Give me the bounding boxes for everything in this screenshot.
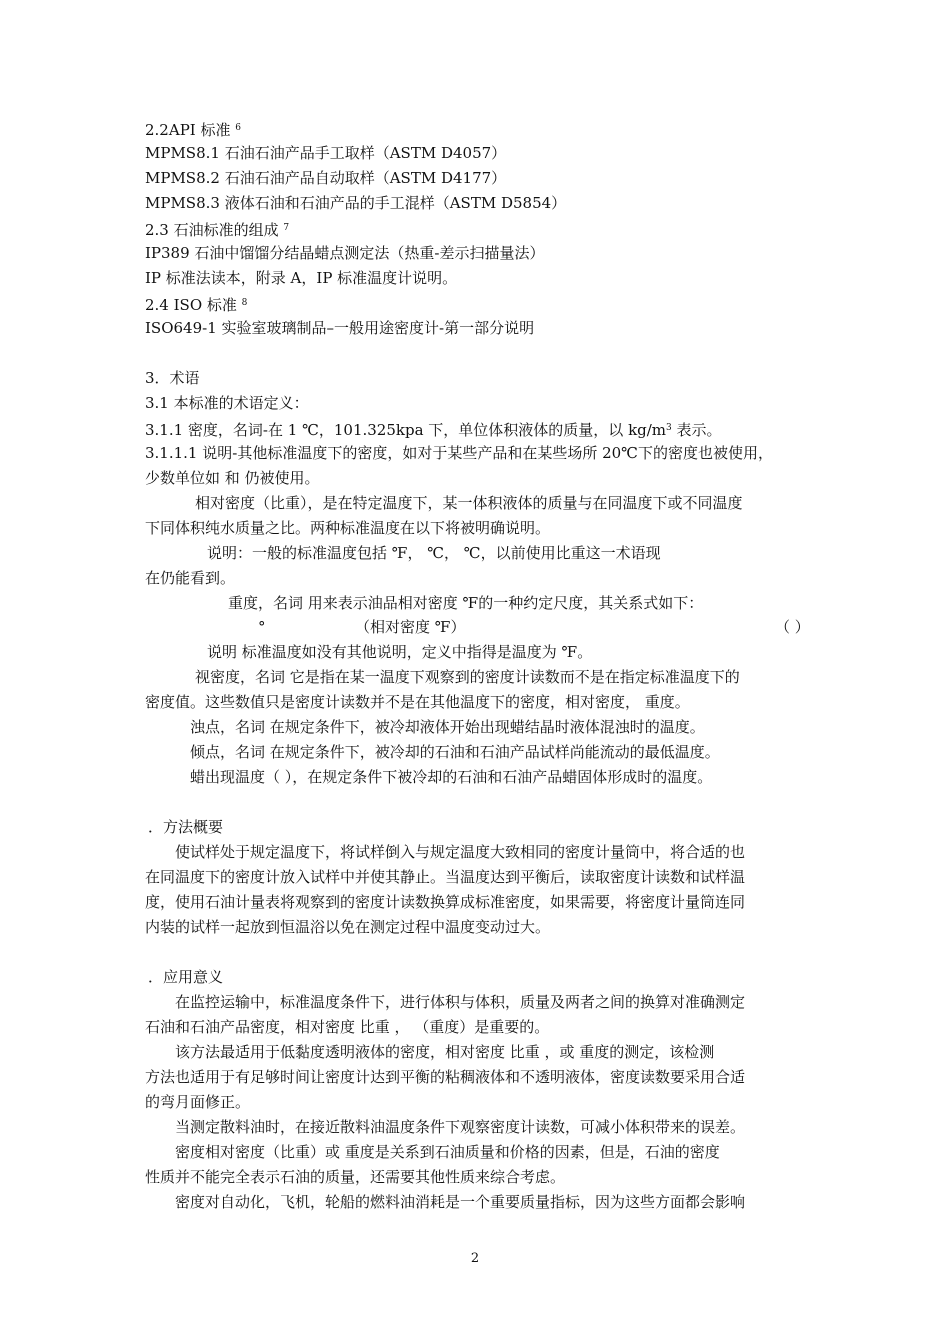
text-line: 在监控运输中，标准温度条件下，进行体积与体积，质量及两者之间的换算对准确测定 <box>175 993 746 1011</box>
text-line: 内装的试样一起放到恒温浴以免在测定过程中温度变动过大。 <box>145 918 551 936</box>
text-line: 在仍能看到。 <box>145 569 236 587</box>
section-heading-method: ．方法概要 <box>148 818 224 836</box>
footnote-ref: 8 <box>241 298 248 308</box>
text-line: 石油和石油产品密度，相对密度 比重 ， （重度）是重要的。 <box>145 1018 550 1036</box>
text-line: 当测定散料油时，在接近散料油温度条件下观察密度计读数，可减小体积带来的误差。 <box>175 1118 746 1136</box>
text-line: 相对密度（比重），是在特定温度下，某一体积液体的质量与在同温度下或不同温度 <box>195 494 743 512</box>
text-line: 该方法最适用于低黏度透明液体的密度，相对密度 比重 ，或 重度的测定，该检测 <box>175 1043 715 1061</box>
text-line: 说明：一般的标准温度包括 ℉， ℃， ℃，以前使用比重这一术语现 <box>207 544 661 562</box>
section-heading-terms: 3．术语 <box>145 369 200 387</box>
equation-number: （ ） <box>775 618 810 636</box>
text-line: IP389 石油中馏馏分结晶蜡点测定法（热重-差示扫描量法） <box>145 244 545 262</box>
text-line: 3.1 本标准的术语定义： <box>145 394 309 412</box>
superscript: 3 <box>666 423 672 433</box>
text-line: 3.1.1.1 说明-其他标准温度下的密度，如对于某些产品和在某些场所 20℃下的密度也被使用， <box>145 444 773 462</box>
text-line: MPMS8.1 石油石油产品手工取样（ASTM D4057） <box>145 144 507 162</box>
footnote-ref: 7 <box>283 223 290 233</box>
text-line: 蜡出现温度（ ），在规定条件下被冷却的石油和石油产品蜡固体形成时的温度。 <box>190 768 713 786</box>
text-line: ISO649-1 实验室玻璃制品–一般用途密度计-第一部分说明 <box>145 319 535 337</box>
formula-part: （相对密度 ℉） <box>355 618 466 636</box>
text-line: 在同温度下的密度计放入试样中并使其静止。当温度达到平衡后，读取密度计读数和试样温 <box>145 868 746 886</box>
footnote-ref: 6 <box>235 123 241 133</box>
formula-part: ° <box>258 618 266 636</box>
section-heading-api: 2.2API 标准 $^6$ <box>145 121 241 139</box>
section-heading-composition: 2.3 石油标准的组成 $^7$ <box>145 221 290 239</box>
text-line: IP 标准法读本，附录 A，IP 标准温度计说明。 <box>145 269 458 287</box>
text-line: 使试样处于规定温度下，将试样倒入与规定温度大致相同的密度计量筒中，将合适的也 <box>175 843 746 861</box>
text-line: MPMS8.3 液体石油和石油产品的手工混样（ASTM D5854） <box>145 194 567 212</box>
text-line: 倾点，名词 在规定条件下，被冷却的石油和石油产品试样尚能流动的最低温度。 <box>190 743 720 761</box>
text-line: 的弯月面修正。 <box>145 1093 251 1111</box>
text-line: 性质并不能完全表示石油的质量，还需要其他性质来综合考虑。 <box>145 1168 566 1186</box>
text-line: 说明 标准温度如没有其他说明，定义中指得是温度为 ℉。 <box>207 643 593 661</box>
section-heading-significance: ．应用意义 <box>148 968 224 986</box>
text-line: 密度值。这些数值只是密度计读数并不是在其他温度下的密度，相对密度， 重度。 <box>145 693 690 711</box>
text-line: 密度相对密度（比重）或 重度是关系到石油质量和价格的因素，但是，石油的密度 <box>175 1143 720 1161</box>
text-line: 浊点，名词 在规定条件下，被冷却液体开始出现蜡结晶时液体混浊时的温度。 <box>190 718 705 736</box>
page-number: 2 <box>470 1251 480 1266</box>
text-line: 少数单位如 和 仍被使用。 <box>145 469 320 487</box>
text-line: 密度对自动化，飞机，轮船的燃料油消耗是一个重要质量指标，因为这些方面都会影响 <box>175 1193 746 1211</box>
text-line: 3.1.1 密度，名词-在 1 ℃，101.325kpa 下，单位体积液体的质量，以 $kg/m^3$ 表示。 <box>145 421 722 439</box>
text-line: 度，使用石油计量表将观察到的密度计读数换算成标准密度，如果需要，将密度计量筒连同 <box>145 893 746 911</box>
text-line: 下同体积纯水质量之比。两种标准温度在以下将被明确说明。 <box>145 519 551 537</box>
text-line: MPMS8.2 石油石油产品自动取样（ASTM D4177） <box>145 169 507 187</box>
section-heading-iso: 2.4 ISO 标准 $^8$ <box>145 296 248 314</box>
text-line: 重度，名词 用来表示油品相对密度 ℉的一种约定尺度，其关系式如下： <box>228 594 704 612</box>
text-line: 视密度，名词 它是指在某一温度下观察到的密度计读数而不是在指定标准温度下的 <box>195 668 740 686</box>
text-line: 方法也适用于有足够时间让密度计达到平衡的粘稠液体和不透明液体，密度读数要采用合适 <box>145 1068 746 1086</box>
